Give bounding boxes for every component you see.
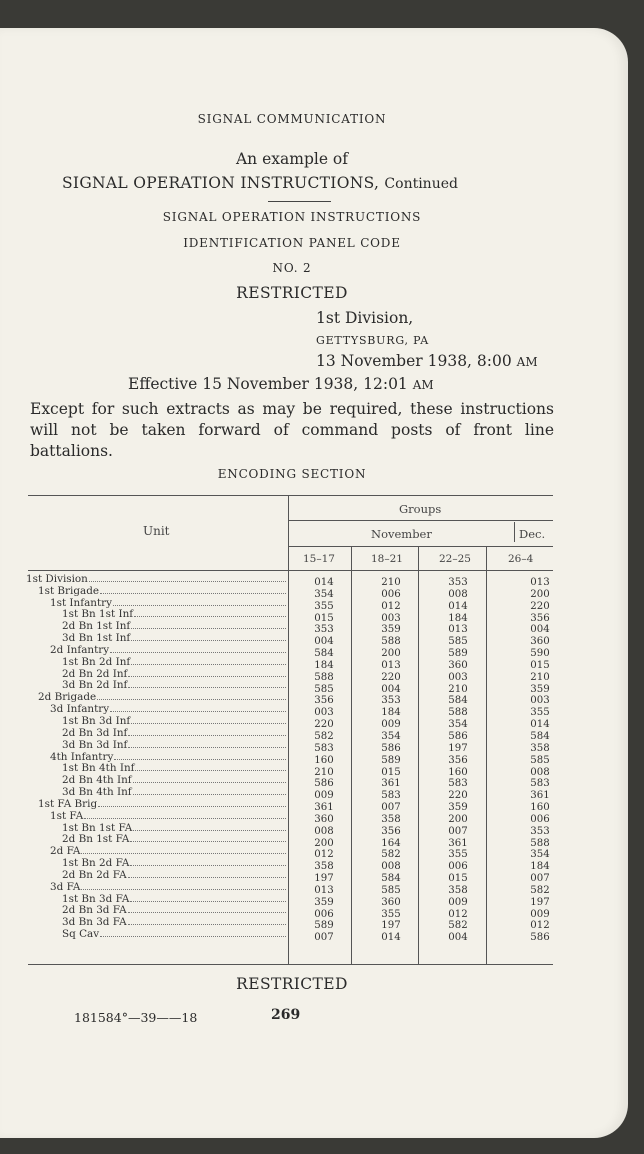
group-code: 360 xyxy=(314,813,334,825)
document-title xyxy=(62,174,458,192)
group-code: 584 xyxy=(448,695,468,707)
unit-name: 1st FA Brig xyxy=(38,797,98,810)
leader-dots xyxy=(131,722,286,724)
group-code: 356 xyxy=(314,695,334,707)
header-bottom-rule xyxy=(28,570,553,571)
group-code: 197 xyxy=(381,920,401,932)
group-code: 004 xyxy=(448,932,468,944)
unit-list xyxy=(26,573,288,940)
months-rule xyxy=(289,546,553,547)
unit-name: 2d Infantry xyxy=(50,643,110,656)
issuing-division: 1st Division, xyxy=(316,309,414,327)
group-code: 358 xyxy=(530,742,550,754)
table-caption: ENCODING SECTION xyxy=(217,467,367,481)
group-code: 356 xyxy=(381,825,401,837)
table-bottom-rule xyxy=(28,964,553,965)
col-header-2: 18–21 xyxy=(371,553,403,565)
group-code: 358 xyxy=(381,813,401,825)
group-code: 355 xyxy=(381,908,401,920)
group-code: 588 xyxy=(314,671,334,683)
group-code: 584 xyxy=(530,730,550,742)
group-code: 582 xyxy=(381,849,401,861)
group-code: 220 xyxy=(314,719,334,731)
leader-dots xyxy=(135,769,286,771)
group-code: 354 xyxy=(314,588,334,600)
group-code: 197 xyxy=(314,873,334,885)
unit-name: 2d Bn 3d FA xyxy=(62,904,127,917)
leader-dots xyxy=(113,604,286,606)
group-code: 009 xyxy=(530,908,550,920)
issuing-location: GETTYSBURG, PA xyxy=(316,334,430,347)
table-row xyxy=(26,620,288,632)
table-row xyxy=(26,715,288,727)
leader-dots xyxy=(128,923,286,925)
group-code: 356 xyxy=(530,612,550,624)
group-code: 160 xyxy=(530,802,550,814)
group-code: 007 xyxy=(448,825,468,837)
table-row xyxy=(26,763,288,775)
issue-datetime xyxy=(316,352,538,370)
group-code: 006 xyxy=(381,588,401,600)
col-header-4: 26–4 xyxy=(508,553,534,565)
leader-dots xyxy=(128,911,286,913)
group-code: 006 xyxy=(314,908,334,920)
issue-datetime-suffix: AM xyxy=(516,355,538,369)
group-code: 210 xyxy=(314,766,334,778)
leader-dots xyxy=(81,888,286,890)
group-column-1 xyxy=(300,577,348,944)
group-code: 355 xyxy=(314,600,334,612)
distribution-paragraph: Except for such extracts as may be required, these instructions will not be taken forward of command posts of front line battalions. xyxy=(30,400,554,460)
group-code: 353 xyxy=(530,825,550,837)
unit-name: 2d Bn 1st Inf xyxy=(62,620,131,633)
group-code: 355 xyxy=(448,849,468,861)
unit-name: 2d FA xyxy=(50,845,81,858)
group-code: 588 xyxy=(530,837,550,849)
leader-dots xyxy=(97,698,286,700)
group-code: 014 xyxy=(448,600,468,612)
table-row xyxy=(26,680,288,692)
table-row xyxy=(26,691,288,703)
table-row xyxy=(26,597,288,609)
group-code: 361 xyxy=(381,778,401,790)
group-code: 012 xyxy=(381,600,401,612)
group-code: 009 xyxy=(314,790,334,802)
unit-name: 1st Division xyxy=(26,572,88,585)
table-row xyxy=(26,668,288,680)
col-header-1: 15–17 xyxy=(303,553,335,565)
group-code: 014 xyxy=(530,719,550,731)
effective-datetime-value: Effective 15 November 1938, 12:01 xyxy=(128,375,408,393)
group-code: 583 xyxy=(530,778,550,790)
print-code: 181584°—39——18 xyxy=(74,1010,198,1025)
group-code: 012 xyxy=(314,849,334,861)
table-row xyxy=(26,656,288,668)
page-number: 269 xyxy=(271,1007,301,1023)
group-code: 184 xyxy=(381,707,401,719)
group-code: 184 xyxy=(448,612,468,624)
leader-dots xyxy=(131,627,286,629)
group-code: 007 xyxy=(314,932,334,944)
group-code: 586 xyxy=(314,778,334,790)
leader-dots xyxy=(133,829,286,831)
group-code: 586 xyxy=(448,730,468,742)
table-row xyxy=(26,916,288,928)
month-divider xyxy=(514,522,515,542)
leader-dots xyxy=(133,793,286,795)
group-code: 003 xyxy=(381,612,401,624)
leader-dots xyxy=(100,592,286,594)
table-row xyxy=(26,869,288,881)
table-row xyxy=(26,585,288,597)
group-code: 220 xyxy=(448,790,468,802)
group-code: 586 xyxy=(530,932,550,944)
unit-name: 2d Brigade xyxy=(38,691,97,704)
group-code: 360 xyxy=(448,659,468,671)
group-code: 160 xyxy=(448,766,468,778)
leader-dots xyxy=(84,817,286,819)
leader-dots xyxy=(89,580,286,582)
issue-datetime-value: 13 November 1938, 8:00 xyxy=(316,352,512,370)
group-code: 589 xyxy=(381,754,401,766)
group-code: 009 xyxy=(448,896,468,908)
leader-dots xyxy=(100,935,286,937)
group-column-4 xyxy=(520,577,560,944)
group-code: 184 xyxy=(314,659,334,671)
unit-name: 4th Infantry xyxy=(50,750,114,763)
group-code: 354 xyxy=(530,849,550,861)
group-code: 358 xyxy=(448,884,468,896)
unit-column-divider xyxy=(288,495,289,964)
unit-name: 2d Bn 1st FA xyxy=(62,833,130,846)
group-code: 004 xyxy=(381,683,401,695)
leader-dots xyxy=(110,710,286,712)
table-row xyxy=(26,810,288,822)
table-row xyxy=(26,928,288,940)
leader-dots xyxy=(130,900,286,902)
group-code: 160 xyxy=(314,754,334,766)
table-row xyxy=(26,573,288,585)
group-code: 220 xyxy=(381,671,401,683)
group-code: 582 xyxy=(448,920,468,932)
group-code: 014 xyxy=(381,932,401,944)
group-code: 355 xyxy=(530,707,550,719)
group-code: 360 xyxy=(530,636,550,648)
leader-dots xyxy=(134,615,286,617)
group-code: 584 xyxy=(314,648,334,660)
group-code: 354 xyxy=(381,730,401,742)
group-code: 360 xyxy=(381,896,401,908)
unit-name: 1st Bn 1st Inf xyxy=(62,608,134,621)
group-code: 589 xyxy=(314,920,334,932)
group-code: 585 xyxy=(381,884,401,896)
group-code: 003 xyxy=(314,707,334,719)
unit-name: 2d Bn 3d Inf xyxy=(62,726,128,739)
group-code: 006 xyxy=(530,813,550,825)
unit-name: 1st FA xyxy=(50,809,84,822)
group-code: 361 xyxy=(448,837,468,849)
group-code: 197 xyxy=(448,742,468,754)
group-code: 210 xyxy=(381,577,401,588)
group-code: 590 xyxy=(530,648,550,660)
table-row xyxy=(26,905,288,917)
month-december: Dec. xyxy=(519,527,546,541)
unit-name: 1st Infantry xyxy=(50,596,112,609)
group-code: 015 xyxy=(314,612,334,624)
group-code: 359 xyxy=(448,802,468,814)
unit-name: 2d Bn 2d FA xyxy=(62,868,127,881)
group-code: 006 xyxy=(448,861,468,873)
unit-name: 1st Bn 3d FA xyxy=(62,892,130,905)
unit-name: 1st Bn 1st FA xyxy=(62,821,133,834)
unit-name: 1st Bn 2d FA xyxy=(62,857,130,870)
table-row xyxy=(26,881,288,893)
leader-dots xyxy=(98,805,286,807)
group-code: 359 xyxy=(381,624,401,636)
group-code: 008 xyxy=(448,588,468,600)
group-code: 015 xyxy=(381,766,401,778)
panel-code-heading: IDENTIFICATION PANEL CODE xyxy=(183,236,401,250)
groups-header: Groups xyxy=(399,502,442,516)
group-code: 589 xyxy=(448,648,468,660)
group-code: 007 xyxy=(381,802,401,814)
unit-name: 3d Bn 3d FA xyxy=(62,916,127,929)
groups-rule xyxy=(289,520,553,521)
leader-dots xyxy=(110,651,286,653)
table-row xyxy=(26,834,288,846)
table-row xyxy=(26,632,288,644)
group-code: 361 xyxy=(530,790,550,802)
leader-dots xyxy=(128,686,286,688)
leader-dots xyxy=(128,675,286,677)
group-code: 004 xyxy=(314,636,334,648)
unit-name: 3d Bn 2d Inf xyxy=(62,679,128,692)
unit-name: Sq Cav xyxy=(62,928,100,941)
group-code: 184 xyxy=(530,861,550,873)
group-code: 353 xyxy=(381,695,401,707)
group-code: 356 xyxy=(448,754,468,766)
table-row xyxy=(26,798,288,810)
group-column-2 xyxy=(367,577,415,944)
group-code: 220 xyxy=(530,600,550,612)
group-code: 004 xyxy=(530,624,550,636)
table-row xyxy=(26,727,288,739)
table-row xyxy=(26,644,288,656)
unit-header: Unit xyxy=(143,524,170,538)
leader-dots xyxy=(128,876,286,878)
group-code: 586 xyxy=(381,742,401,754)
effective-datetime xyxy=(128,375,434,393)
group-code: 007 xyxy=(530,873,550,885)
leader-dots xyxy=(81,852,286,854)
group-code: 353 xyxy=(448,577,468,588)
unit-name: 1st Bn 2d Inf xyxy=(62,655,131,668)
col-header-3: 22–25 xyxy=(439,553,471,565)
group-code: 583 xyxy=(448,778,468,790)
table-row xyxy=(26,739,288,751)
month-november: November xyxy=(371,527,432,541)
group-code: 210 xyxy=(448,683,468,695)
document-title-continued: Continued xyxy=(384,176,458,192)
leader-dots xyxy=(128,734,286,736)
group-code: 588 xyxy=(381,636,401,648)
leader-dots xyxy=(131,639,286,641)
group-code: 585 xyxy=(530,754,550,766)
group-code: 210 xyxy=(530,671,550,683)
group-column-3 xyxy=(434,577,482,944)
group-code: 164 xyxy=(381,837,401,849)
column-divider-3 xyxy=(486,546,487,964)
unit-name: 1st Bn 4th Inf xyxy=(62,762,135,775)
group-code: 353 xyxy=(314,624,334,636)
table-row xyxy=(26,857,288,869)
document-title-main: SIGNAL OPERATION INSTRUCTIONS, xyxy=(62,174,380,192)
leader-dots xyxy=(128,746,286,748)
group-code: 013 xyxy=(381,659,401,671)
table-row xyxy=(26,609,288,621)
unit-name: 3d Bn 1st Inf xyxy=(62,632,131,645)
leader-dots xyxy=(130,864,286,866)
column-divider-2 xyxy=(418,546,419,964)
group-code: 583 xyxy=(314,742,334,754)
unit-name: 3d Infantry xyxy=(50,703,110,716)
effective-datetime-suffix: AM xyxy=(412,378,434,392)
group-code: 354 xyxy=(448,719,468,731)
leader-dots xyxy=(114,758,286,760)
group-code: 014 xyxy=(314,577,334,588)
table-row xyxy=(26,786,288,798)
title-divider xyxy=(268,201,331,202)
group-code: 200 xyxy=(448,813,468,825)
group-code: 015 xyxy=(448,873,468,885)
group-code: 361 xyxy=(314,802,334,814)
group-code: 013 xyxy=(314,884,334,896)
table-row xyxy=(26,703,288,715)
group-code: 583 xyxy=(381,790,401,802)
table-row xyxy=(26,774,288,786)
group-code: 584 xyxy=(381,873,401,885)
group-code: 012 xyxy=(530,920,550,932)
group-code: 008 xyxy=(381,861,401,873)
unit-name: 3d Bn 4th Inf xyxy=(62,786,132,799)
leader-dots xyxy=(133,781,286,783)
section-heading: SIGNAL COMMUNICATION xyxy=(197,112,387,126)
document-number: NO. 2 xyxy=(272,261,312,275)
leader-dots xyxy=(131,663,286,665)
group-code: 582 xyxy=(314,730,334,742)
unit-name: 1st Bn 3d Inf xyxy=(62,714,131,727)
group-code: 009 xyxy=(381,719,401,731)
table-row xyxy=(26,893,288,905)
group-code: 008 xyxy=(530,766,550,778)
soi-heading: SIGNAL OPERATION INSTRUCTIONS xyxy=(162,210,422,224)
unit-name: 2d Bn 4th Inf xyxy=(62,774,132,787)
group-code: 200 xyxy=(530,588,550,600)
group-code: 359 xyxy=(314,896,334,908)
unit-name: 3d Bn 3d Inf xyxy=(62,738,128,751)
unit-name: 2d Bn 2d Inf xyxy=(62,667,128,680)
unit-name: 3d FA xyxy=(50,880,81,893)
group-code: 015 xyxy=(530,659,550,671)
example-label: An example of xyxy=(235,150,348,168)
column-divider-1 xyxy=(351,546,352,964)
group-code: 582 xyxy=(530,884,550,896)
group-code: 200 xyxy=(314,837,334,849)
group-code: 359 xyxy=(530,683,550,695)
table-row xyxy=(26,822,288,834)
classification-bottom: RESTRICTED xyxy=(236,975,348,993)
group-code: 013 xyxy=(448,624,468,636)
classification-top: RESTRICTED xyxy=(236,284,348,302)
group-code: 012 xyxy=(448,908,468,920)
leader-dots xyxy=(130,840,286,842)
group-code: 008 xyxy=(314,825,334,837)
group-code: 197 xyxy=(530,896,550,908)
table-top-rule xyxy=(28,495,553,496)
group-code: 585 xyxy=(314,683,334,695)
unit-name: 1st Brigade xyxy=(38,584,99,597)
group-code: 013 xyxy=(530,577,550,588)
group-code: 200 xyxy=(381,648,401,660)
group-code: 003 xyxy=(448,671,468,683)
table-row xyxy=(26,751,288,763)
group-code: 358 xyxy=(314,861,334,873)
group-code: 003 xyxy=(530,695,550,707)
group-code: 585 xyxy=(448,636,468,648)
table-row xyxy=(26,845,288,857)
group-code: 588 xyxy=(448,707,468,719)
